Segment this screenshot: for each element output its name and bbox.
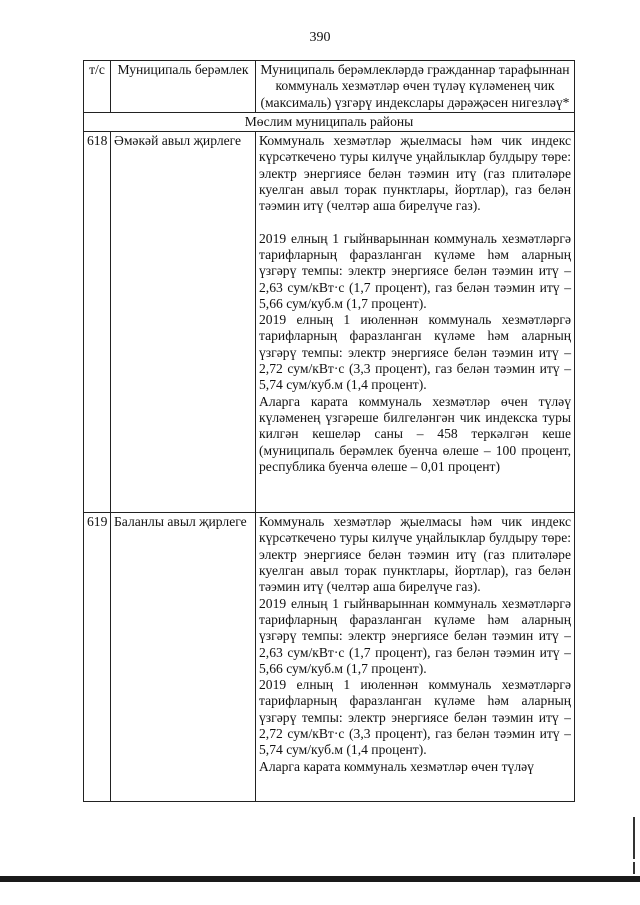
page-number: 390 (309, 30, 331, 45)
header-justification: Муниципаль берәмлекләрдә гражданнар тарафыннан коммуналь хезмәтләр өчен түләү күләменең чик (максималь) үзгәрү индекслары дәрәҗәсен нигезләү* (256, 61, 575, 113)
scan-edge-mark (633, 862, 635, 874)
paragraph: 2019 елның 1 гыйнварыннан коммуналь хезмәтләргә тарифларның фаразланган күләме һәм аларның үзгәрү темпы: электр энергиясе белән тәэмин итү – 2,63 сум/кВт·с (1,7 процент), газ белән тәэмин итү – 5,66 сум/куб.м (1,7 процент). (259, 230, 571, 311)
header-row (84, 61, 575, 113)
paragraph: Аларга карата коммуналь хезмәтләр өчен түләү (259, 758, 534, 774)
header-number: т/с (84, 61, 111, 113)
paragraph: 2019 елның 1 июленнән коммуналь хезмәтләргә тарифларның фаразланган күләме һәм аларның үзгәрү темпы: электр энергиясе белән тәэмин итү – 2,72 сум/кВт·с (3,3 процент), газ белән тәэмин итү – 5,74 сум/куб.м (1,4 процент). (259, 312, 571, 393)
row-number: 619 (84, 513, 111, 802)
paragraph: 2019 елның 1 июленнән коммуналь хезмәтләргә тарифларның фаразланган күләме һәм аларның үзгәрү темпы: электр энергиясе белән тәэмин итү – 2,72 сум/кВт·с (3,3 процент), газ белән тәэмин итү – 5,74 сум/куб.м (1,4 процент). (259, 677, 571, 758)
document-table (83, 60, 575, 802)
paragraph: 2019 елның 1 гыйнварыннан коммуналь хезмәтләргә тарифларның фаразланган күләме һәм аларның үзгәрү темпы: электр энергиясе белән тәэмин итү – 2,63 сум/кВт·с (1,7 процент), газ белән тәэмин итү – 5,66 сум/куб.м (1,7 процент). (259, 595, 571, 676)
row-municipality: Баланлы авыл җирлеге (111, 513, 256, 802)
paragraph: Коммуналь хезмәтләр җыелмасы һәм чик индекс күрсәткечено туры килүче уңайлыклар булдыру төре: электр энергиясе белән тәэмин итү (газ плитәләре куелган авыл торак пунктлары, йортлар), газ белән тәэмин итү (челтәр аша бирелүче газ). (259, 133, 571, 214)
row-justification (256, 132, 575, 513)
scan-edge-mark (633, 817, 635, 859)
section-row (84, 112, 575, 131)
paragraph: Коммуналь хезмәтләр җыелмасы һәм чик индекс күрсәткечено туры килүче уңайлыклар булдыру төре: электр энергиясе белән тәэмин итү (газ плитәләре куелган авыл торак пунктлары, йортлар), газ белән тәэмин итү (челтәр аша бирелүче газ). (259, 514, 571, 595)
row-number: 618 (84, 132, 111, 513)
table-row (84, 132, 575, 513)
header-municipality: Муниципаль берәмлек (111, 61, 256, 113)
scan-bottom-bar (0, 876, 640, 882)
row-justification (256, 513, 575, 802)
paragraph: Аларга карата коммуналь хезмәтләр өчен түләү күләменең үзгәреше билгеләнгән чик индекска туры килгән кешеләр саны – 458 теркәлгән кеше (муниципаль берәмлек буенча өлеше – 100 процент, республика буенча өлеше – 0,01 процент) (259, 393, 571, 474)
row-municipality: Әмәкәй авыл җирлеге (111, 132, 256, 513)
section-title: Мөслим муниципаль районы (84, 112, 575, 131)
table-row (84, 513, 575, 802)
